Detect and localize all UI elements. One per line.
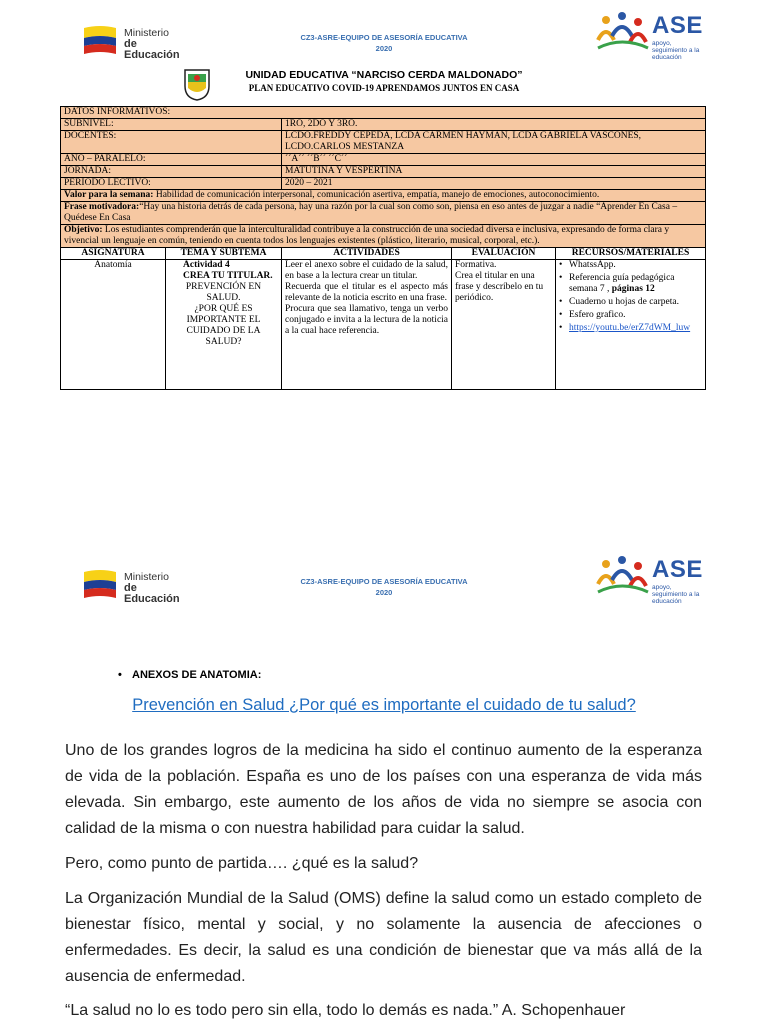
ase-logo [594, 10, 706, 60]
frase-text: “Hay una historia detrás de cada persona, hay una razón por la cual son como son, piensa en eso antes de juzgar a nadie “Aprender En Casa – Quédese En Casa [64, 202, 678, 223]
plan-table [60, 106, 706, 390]
ase-tagline: apoyo, seguimiento a la educación [652, 40, 700, 61]
ase-logo [594, 554, 706, 604]
ase-tagline: apoyo, seguimiento a la educación [652, 584, 700, 605]
team-year: 2020 [375, 44, 393, 53]
youtube-link[interactable]: https://youtu.be/erZ7dWM_luw [569, 323, 691, 333]
ase-people-icon [594, 554, 652, 602]
ase-people-icon [594, 10, 652, 58]
info-title: DATOS INFORMATIVOS: [61, 107, 706, 119]
resource-text: Referencia guía pedagógica semana 7 , [569, 273, 675, 294]
info-row [61, 131, 706, 154]
annex-title: Prevención en Salud ¿Por qué es importante el cuidado de tu salud? [132, 696, 636, 714]
topic-cell [166, 260, 282, 390]
resources-list [559, 260, 702, 334]
plan-title: PLAN EDUCATIVO COVID-19 APRENDAMOS JUNTOS EN CASA [248, 83, 520, 93]
objetivo-cell [61, 225, 706, 248]
valor-text: Habilidad de comunicación interpersonal, comunicación asertiva, empatía, manejo de emociones, autoconocimiento. [153, 190, 600, 200]
page-header-2 [0, 552, 768, 612]
team-line1: CZ3-ASRE-EQUIPO DE ASESORÍA EDUCATIVA [300, 33, 468, 42]
info-value: 2020 – 2021 [282, 178, 706, 190]
school-name: UNIDAD EDUCATIVA “NARCISO CERDA MALDONADO” [245, 69, 523, 81]
ministry-line1: Ministerio [124, 571, 169, 583]
column-header: ACTIVIDADES [282, 248, 452, 260]
info-value: MATUTINA Y VESPERTINA [282, 166, 706, 178]
info-label: SUBNIVEL: [61, 119, 282, 131]
info-value: LCDO.FREDDY CEPEDA, LCDA CARMEN HAYMAN, LCDA GABRIELA VASCONES, LCDO.CARLOS MESTANZA [282, 131, 706, 154]
resource-pages: páginas 12 [611, 284, 655, 294]
activities-cell: Leer el anexo sobre el cuidado de la salud, en base a la lectura crear un titular. Recuerda que el titular es el aspecto más relevante de la noticia escrito en una frase. Procura que sea llamativo, tenga un verbo conjugado e invita a la lectura de la noticia a la cual hace referencia. [282, 260, 452, 390]
objetivo-label: Objetivo: [64, 225, 103, 235]
resource-item: • Cuaderno u hojas de carpeta. [559, 297, 702, 308]
ase-wordmark: ASE [652, 12, 703, 39]
team-year: 2020 [375, 588, 393, 597]
ministry-line2: de Educación [124, 38, 180, 61]
info-row [61, 119, 706, 131]
objetivo-text: Los estudiantes comprenderán que la interculturalidad contribuye a la construcción de una sociedad diversa e inclusiva, expresando de forma clara y vivencial un lenguaje en común, teniendo en cuenta todos los lenguajes existentes (plástico, literario, musical, corporal, etc.). [64, 225, 670, 246]
subject-cell: Anatomía [61, 260, 166, 390]
column-header-row [61, 248, 706, 260]
info-row [61, 154, 706, 166]
topic-text: PREVENCIÓN EN SALUD. ¿POR QUÉ ES IMPORTANTE EL CUIDADO DE LA SALUD? [185, 282, 262, 347]
quote: “La salud no lo es todo pero sin ella, todo lo demás es nada.” A. Schopenhauer [65, 1002, 626, 1019]
column-header: ASIGNATURA [61, 248, 166, 260]
info-label: PERIODO LECTIVO: [61, 178, 282, 190]
resource-item: • WhatssApp. [559, 260, 702, 271]
paragraph: La Organización Mundial de la Salud (OMS) define la salud como un estado completo de bienestar físico, mental y social, y no solamente la ausencia de afecciones o enfermedades. Es decir, la salud es una condición de bienestar que va más allá de la ausencia de enfermedad. [65, 890, 702, 985]
resources-cell [556, 260, 706, 390]
team-line1: CZ3-ASRE-EQUIPO DE ASESORÍA EDUCATIVA [300, 577, 468, 586]
paragraph: Uno de los grandes logros de la medicina ha sido el continuo aumento de la esperanza de vida de la población. España es uno de los países con una esperanza de vida más elevada. Sin embargo, este aumento de los años de vida no siempre se asocia con calidad de la misma o con nuestra habilidad para cuidar la salud. [65, 742, 702, 837]
valor-row [61, 190, 706, 202]
activity-row [61, 260, 706, 390]
ministry-line2: de Educación [124, 582, 180, 605]
annex-heading: ANEXOS DE ANATOMIA: [132, 669, 262, 681]
frase-label: Frase motivadora: [64, 202, 140, 212]
resource-item [559, 323, 702, 334]
info-label: DOCENTES: [61, 131, 282, 154]
ase-wordmark: ASE [652, 556, 703, 583]
ministry-line1: Ministerio [124, 27, 169, 39]
valor-cell [61, 190, 706, 202]
annex-bullet [118, 669, 261, 681]
frase-cell [61, 202, 706, 225]
resource-item: • Esfero grafico. [559, 310, 702, 321]
info-label: JORNADA: [61, 166, 282, 178]
paragraph: Pero, como punto de partida…. ¿qué es la salud? [65, 855, 419, 872]
info-row [61, 178, 706, 190]
column-header: RECURSOS/MATERIALES [556, 248, 706, 260]
info-value: ´´A´´ ´´B´´ ´´C´´ [282, 154, 706, 166]
resource-item [559, 273, 702, 295]
objetivo-row [61, 225, 706, 248]
info-value: 1RO, 2DO Y 3RO. [282, 119, 706, 131]
frase-row [61, 202, 706, 225]
page-header [0, 8, 768, 68]
info-label: AÑO – PARALELO: [61, 154, 282, 166]
bullet-icon: • [118, 669, 122, 681]
valor-label: Valor para la semana: [64, 190, 154, 200]
column-header: TEMA Y SUBTEMA [166, 248, 282, 260]
evaluation-cell: Formativa. Crea el titular en una frase y descríbelo en tu periódico. [452, 260, 556, 390]
info-title-row [61, 107, 706, 119]
topic-bold: Actividad 4 CREA TU TITULAR. [183, 260, 273, 281]
column-header: EVALUACIÓN [452, 248, 556, 260]
info-row [61, 166, 706, 178]
